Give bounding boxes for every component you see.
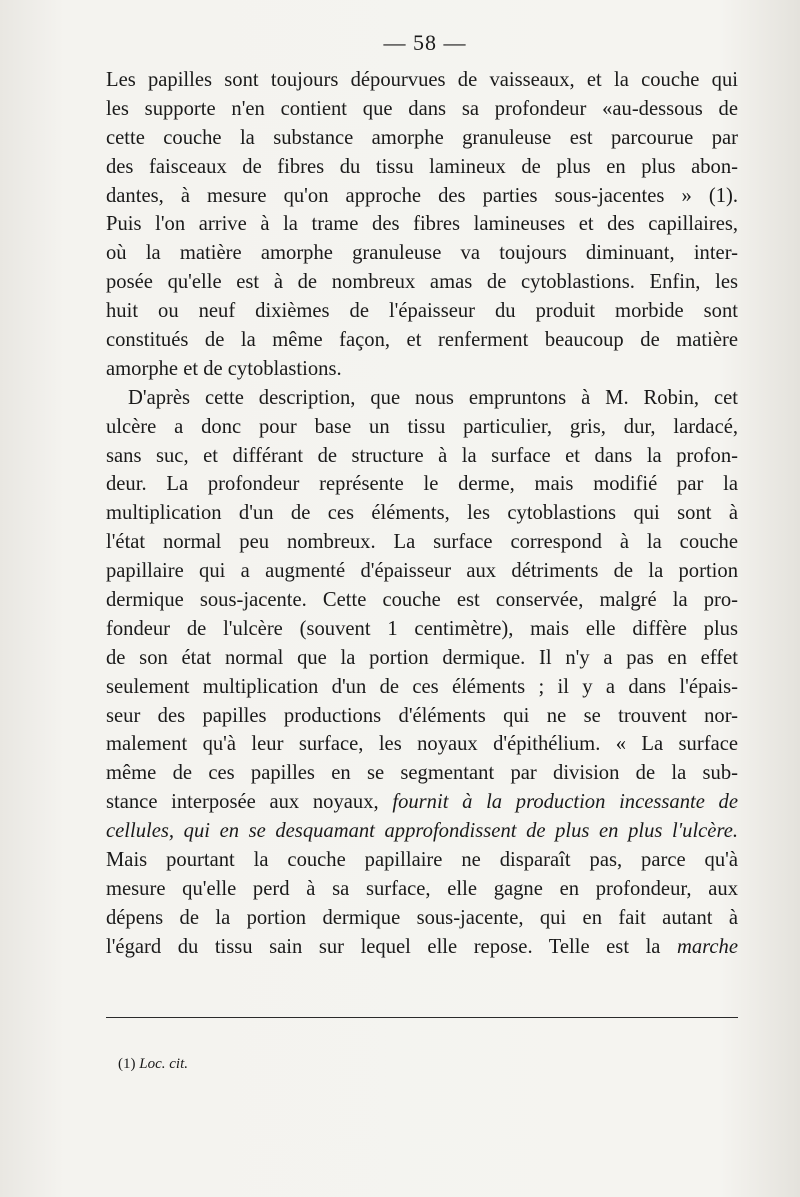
text-line: ulcère a donc pour base un tissu particulier, gris, dur, lardacé, [106,415,738,438]
text-line: où la matière amorphe granuleuse va toujours diminuant, inter- [106,242,738,265]
text-line: malement qu'à leur surface, les noyaux d'épithélium. « La surface [106,733,738,756]
text-line-mixed [106,933,738,962]
text-line: multiplication d'un de ces éléments, les cytoblastions qui sont à [106,502,738,525]
page-number: — 58 — [383,30,467,55]
text-line: dantes, à mesure qu'on approche des parties sous-jacentes » (1). [106,184,738,207]
text-line: amorphe et de cytoblastions. [106,357,342,380]
body-text [106,66,738,962]
text-line: Puis l'on arrive à la trame des fibres lamineuses et des capillaires, [106,213,738,236]
text-line: dermique sous-jacente. Cette couche est conservée, malgré la pro- [106,589,738,612]
text-line: dépens de la portion dermique sous-jacente, qui en fait autant à [106,906,738,929]
text-segment: stance interposée aux noyaux, [106,791,379,814]
footnote [118,1056,188,1073]
text-line: papillaire qui a augmenté d'épaisseur aux détriments de la portion [106,560,738,583]
italic-segment: marche [677,935,738,958]
text-line: des faisceaux de fibres du tissu lamineux de plus en plus abon- [106,155,738,178]
text-line: mesure qu'elle perd à sa surface, elle gagne en profondeur, aux [106,877,738,900]
text-line: de son état normal que la portion dermique. Il n'y a pas en effet [106,646,738,669]
text-line: même de ces papilles en se segmentant par division de la sub- [106,762,738,785]
text-line: les supporte n'en contient que dans sa profondeur «au-dessous de [106,97,738,120]
text-line: Les papilles sont toujours dépourvues de vaisseaux, et la couche qui [106,69,738,91]
text-line: deur. La profondeur représente le derme, mais modifié par la [106,473,738,496]
text-line: huit ou neuf dixièmes de l'épaisseur du produit morbide sont [106,300,738,323]
text-line: posée qu'elle est à de nombreux amas de cytoblastions. Enfin, les [106,271,738,294]
text-line: l'état normal peu nombreux. La surface correspond à la couche [106,531,738,554]
text-line-italic: cellules, qui en se desquamant approfondissent de plus en plus l'ulcère. [106,820,738,843]
text-line: cette couche la substance amorphe granuleuse est parcourue par [106,126,738,149]
text-line: Mais pourtant la couche papillaire ne disparaît pas, parce qu'à [106,849,738,872]
footnote-divider [106,1017,738,1018]
footnote-number: (1) [118,1056,136,1072]
text-segment: l'égard du tissu sain sur lequel elle repose. Telle est la [106,935,661,958]
text-line: sans suc, et différant de structure à la surface et dans la profon- [106,444,738,467]
text-line: fondeur de l'ulcère (souvent 1 centimètre), mais elle diffère plus [106,617,738,640]
text-line: seulement multiplication d'un de ces éléments ; il y a dans l'épais- [106,675,738,698]
footnote-text: Loc. cit. [139,1056,188,1072]
text-line: constitués de la même façon, et renferment beaucoup de matière [106,329,738,352]
text-line: D'après cette description, que nous empruntons à M. Robin, cet [128,386,738,409]
text-line: seur des papilles productions d'éléments qui ne se trouvent nor- [106,704,738,727]
italic-segment: fournit à la production incessante de [392,791,738,814]
text-line-mixed [106,788,738,817]
